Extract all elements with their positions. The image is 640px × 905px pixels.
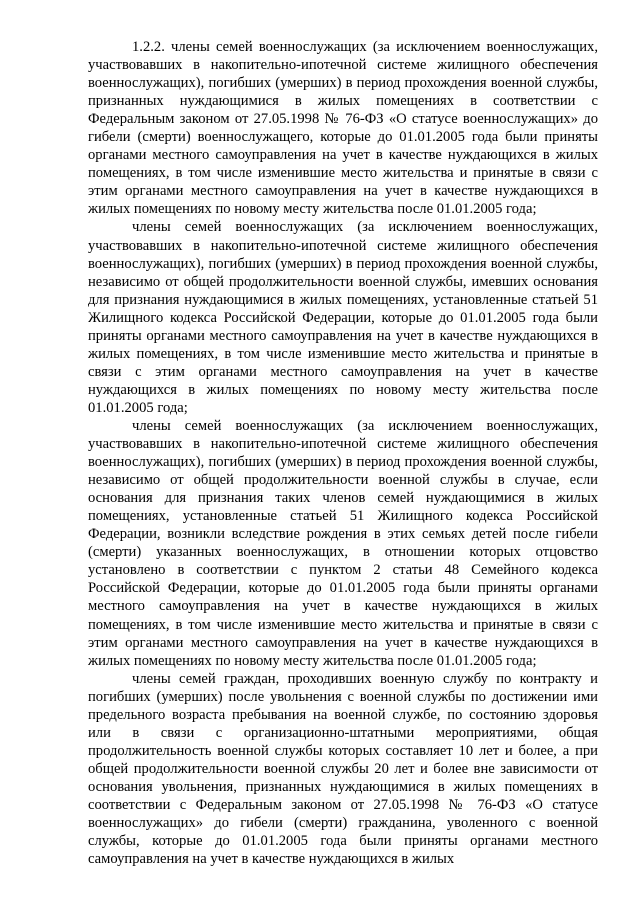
document-page [88, 38, 598, 868]
paragraph-family-members-contract: члены семей граждан, проходивших военную службу по контракту и погибших (умерших) после увольнения с военной службы по достижении ими предельного возраста пребывания на военной службе, по состоянию здоровья или в связи с организационно-штатными мероприятиями, общая продолжительность военной службы которых составляет 10 лет и более, а при общей продолжительности военной службы 20 лет и более вне зависимости от основания увольнения, признанных нуждающимися в жилых помещениях в соответствии с Федеральным законом от 27.05.1998 № 76-ФЗ «О статусе военнослужащих» до гибели (смерти) гражданина, уволенного с военной службы, которые до 01.01.2005 года были приняты органами местного самоуправления на учет в качестве нуждающихся в жилых [88, 670, 598, 868]
paragraph-family-members-children: члены семей военнослужащих (за исключением военнослужащих, участвовавших в накопительно-ипотечной системе жилищного обеспечения военнослужащих), погибших (умерших) в период прохождения военной службы, независимо от общей продолжительности военной службы в случае, если основания для признания таких членов семей нуждающимися в жилых помещениях, установленные статьей 51 Жилищного кодекса Российской Федерации, возникли вследствие рождения в этих семьях детей после гибели (смерти) указанных военнослужащих, в отношении которых отцовство установлено в соответствии с пунктом 2 статьи 48 Семейного кодекса Российской Федерации, которые до 01.01.2005 года были приняты органами местного самоуправления на учет в качестве нуждающихся в жилых помещениях, в том числе изменившие место жительства и принятые в связи с этим органами местного самоуправления на учет в качестве нуждающихся в жилых помещениях по новому месту жительства после 01.01.2005 года; [88, 417, 598, 669]
paragraph-1-2-2: 1.2.2. члены семей военнослужащих (за исключением военнослужащих, участвовавших в накопительно-ипотечной системе жилищного обеспечения военнослужащих), погибших (умерших) в период прохождения военной службы, признанных нуждающимися в жилых помещениях в соответствии с Федеральным законом от 27.05.1998 № 76-ФЗ «О статусе военнослужащих» до гибели (смерти) военнослужащего, которые до 01.01.2005 года были приняты органами местного самоуправления на учет в качестве нуждающихся в жилых помещениях, в том числе изменившие место жительства и принятые в связи с этим органами местного самоуправления на учет в качестве нуждающихся в жилых помещениях по новому месту жительства после 01.01.2005 года; [88, 39, 598, 218]
paragraph-family-members-no-length: члены семей военнослужащих (за исключением военнослужащих, участвовавших в накопительно-ипотечной системе жилищного обеспечения военнослужащих), погибших (умерших) в период прохождения военной службы, независимо от общей продолжительности военной службы, имевших основания для признания нуждающимися в жилых помещениях, установленные статьей 51 Жилищного кодекса Российской Федерации, которые до 01.01.2005 года были приняты органами местного самоуправления на учет в качестве нуждающихся в жилых помещениях, в том числе изменившие место жительства и принятые в связи с этим органами местного самоуправления на учет в качестве нуждающихся в жилых помещениях по новому месту жительства после 01.01.2005 года; [88, 219, 598, 416]
